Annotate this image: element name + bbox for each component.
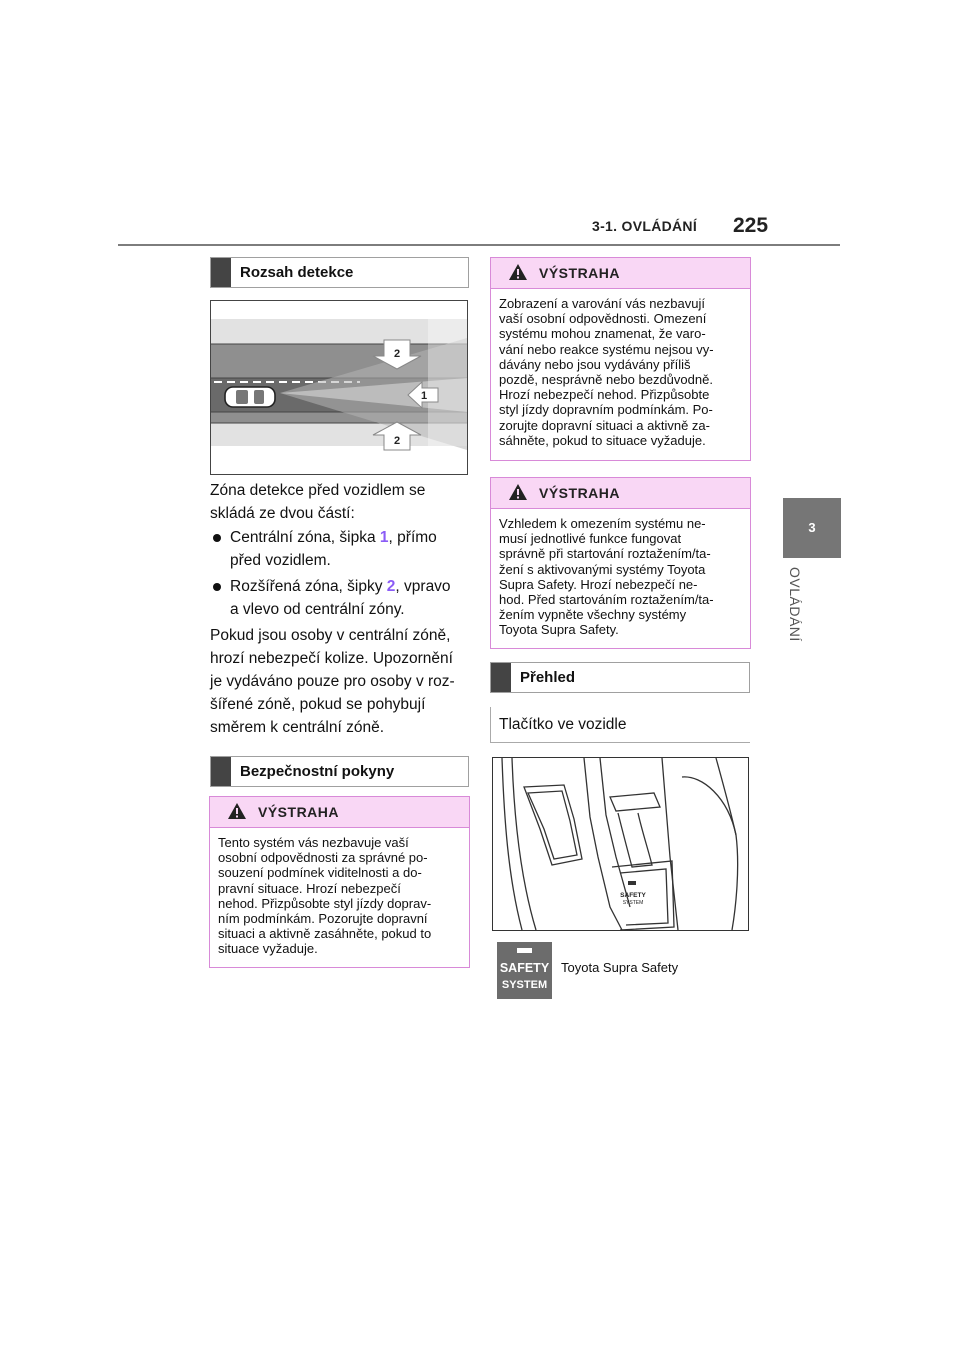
- section-title: 3-1. OVLÁDÁNÍ: [592, 218, 698, 234]
- warning-title: VÝSTRAHA: [258, 804, 340, 820]
- zone-number: 1: [379, 529, 389, 546]
- warning-line: situace vyžaduje.: [218, 941, 318, 957]
- warning-body: [491, 289, 750, 454]
- paragraph-line: hrozí nebezpečí kolize. Upozornění: [210, 650, 453, 667]
- chapter-label-text: OVLÁDÁNÍ: [787, 567, 803, 642]
- bullet-text: Rozšířená zóna, šipky: [230, 578, 387, 595]
- bullet-dot: [213, 583, 221, 591]
- icon-caption: Toyota Supra Safety: [561, 960, 679, 975]
- warning-line: žení s aktivovanými systémy Toyota: [499, 561, 706, 577]
- warning-body: [210, 828, 469, 963]
- heading-bar: [491, 663, 511, 692]
- chapter-tab: 3: [783, 498, 841, 558]
- collision-paragraph: [210, 624, 472, 739]
- bullet-text: Centrální zóna, šipka: [230, 529, 380, 546]
- paragraph-line: je vydáváno pouze pro osoby v roz-: [210, 673, 455, 690]
- intro-line: Zóna detekce před vozidlem se: [210, 482, 426, 499]
- warning-line: souzení podmínek viditelnosti a do-: [218, 865, 422, 881]
- arrow-label-center: 1: [420, 390, 428, 402]
- page-number: 225: [733, 214, 769, 237]
- bullet-text: , přímo: [388, 529, 437, 546]
- warning-line: Vzhledem k omezením systému ne-: [499, 516, 706, 531]
- header-rule: [118, 244, 840, 246]
- button-subheading: Tlačítko ve vozidle: [499, 716, 627, 733]
- heading-text: Rozsah detekce: [240, 264, 354, 281]
- warning-line: zorujte dopravní situaci a aktivně za-: [499, 417, 710, 433]
- warning-line: dávány nebo jsou vydávány příliš: [499, 356, 691, 372]
- warning-line: Tento systém vás nezbavuje vaší: [218, 835, 409, 850]
- warning-title: VÝSTRAHA: [539, 485, 621, 501]
- warning-triangle-icon: [227, 802, 247, 820]
- warning-triangle-icon: [508, 263, 528, 281]
- warning-line: sáhněte, pokud to situace vyžaduje.: [499, 432, 706, 448]
- bullet-extended-zone: [213, 575, 473, 621]
- warning-body: [491, 509, 750, 644]
- warning-header: [210, 797, 469, 828]
- warning-line: vání nebo reakce systému nejsou vy-: [499, 341, 714, 357]
- detection-zone-diagram: [210, 300, 468, 475]
- bullet-text: před vozidlem.: [230, 552, 331, 569]
- bullet-text: , vpravo: [395, 578, 451, 595]
- zone-number: 2: [386, 578, 396, 595]
- arrow-label-top: 2: [393, 348, 401, 360]
- warning-line: pozdě, nesprávně nebo bezdůvodně.: [499, 372, 713, 388]
- console-button-label-1: SAFETY: [620, 892, 646, 899]
- safety-system-button-icon: [497, 942, 552, 999]
- warning-line: ním podmínkám. Pozorujte dopravní: [218, 911, 428, 927]
- intro-line: skládá ze dvou částí:: [210, 505, 355, 522]
- bullet-text: a vlevo od centrální zóny.: [230, 601, 405, 618]
- heading-bar: [211, 258, 231, 287]
- warning-header: [491, 258, 750, 289]
- safety-notes-heading: [210, 756, 469, 787]
- center-console-illustration: [492, 757, 749, 931]
- warning-line: musí jednotlivé funkce fungovat: [499, 531, 682, 547]
- chapter-label: [775, 567, 815, 667]
- button-subheading-box: [490, 707, 750, 743]
- heading-text: Přehled: [520, 669, 576, 686]
- warning-line: situaci a aktivně zasáhněte, pokud to: [218, 926, 432, 942]
- bullet-dot: [213, 534, 221, 542]
- detection-range-heading: [210, 257, 469, 288]
- warning-line: správně při startování roztažením/ta-: [499, 546, 711, 562]
- heading-text: Bezpečnostní pokyny: [240, 763, 395, 780]
- warning-line: styl jízdy dopravním podmínkám. Po-: [499, 402, 713, 418]
- warning-line: nehod. Přizpůsobte styl jízdy doprav-: [218, 895, 432, 911]
- intro-text: [210, 479, 425, 525]
- paragraph-line: Pokud jsou osoby v centrální zóně,: [210, 627, 451, 644]
- overview-heading: [490, 662, 750, 693]
- warning-header: [491, 478, 750, 509]
- paragraph-line: šířené zóně, pokud se pohybují: [210, 696, 426, 713]
- icon-label-safety: SAFETY: [499, 961, 550, 975]
- warning-line: Supra Safety. Hrozí nebezpečí ne-: [499, 576, 698, 592]
- paragraph-line: směrem k centrální zóně.: [210, 719, 385, 736]
- warning-line: Toyota Supra Safety.: [499, 622, 619, 638]
- console-button-label-2: SYSTEM: [622, 900, 644, 906]
- warning-title: VÝSTRAHA: [539, 265, 621, 281]
- bullet-central-zone: [213, 526, 473, 572]
- car-icon: [225, 387, 275, 407]
- warning-box-right-1: [490, 257, 751, 461]
- warning-line: vaší osobní odpovědnosti. Omezení: [499, 311, 707, 327]
- warning-box-left: [209, 796, 470, 968]
- warning-box-right-2: [490, 477, 751, 649]
- warning-line: osobní odpovědnosti za správné po-: [218, 850, 428, 866]
- warning-line: Hrozí nebezpečí nehod. Přizpůsobte: [499, 387, 710, 403]
- arrow-label-bottom: 2: [393, 435, 401, 447]
- icon-label-system: SYSTEM: [501, 979, 548, 991]
- warning-triangle-icon: [508, 483, 528, 501]
- heading-bar: [211, 757, 231, 786]
- warning-line: pravní situace. Hrozí nebezpečí: [218, 880, 401, 896]
- warning-line: Zobrazení a varování vás nezbavují: [499, 296, 705, 311]
- warning-line: žením vypněte všechny systémy: [499, 607, 687, 623]
- warning-line: hod. Před startováním roztažením/ta-: [499, 592, 714, 608]
- warning-line: systému mohou znamenat, že varo-: [499, 326, 706, 342]
